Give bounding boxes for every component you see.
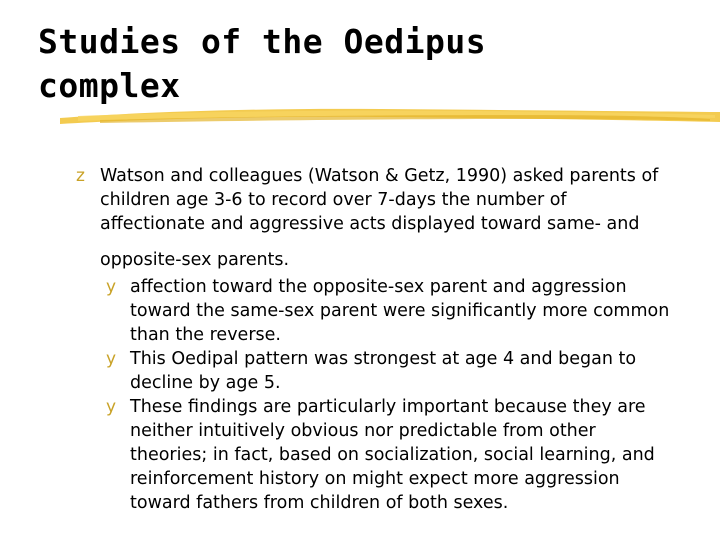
slide-body — [76, 164, 676, 515]
main-bullet — [76, 164, 676, 272]
sub-bullet-text: affection toward the opposite-sex parent and aggression toward the same-sex parent were significantly more common than the reverse. — [130, 277, 670, 345]
slide-title — [38, 20, 486, 108]
main-bullet-continuation: opposite-sex parents. — [100, 250, 290, 270]
title-line-2: complex — [38, 66, 181, 105]
sub-bullet-marker-icon: y — [106, 277, 117, 297]
sub-bullet-marker-icon: y — [106, 397, 117, 417]
sub-bullet-item — [106, 347, 676, 395]
title-line-1: Studies of the Oedipus — [38, 22, 487, 61]
sub-bullet-item — [106, 395, 676, 515]
sub-bullet-marker-icon: y — [106, 349, 117, 369]
sub-bullet-text: This Oedipal pattern was strongest at age 4 and began to decline by age 5. — [130, 349, 637, 393]
bullet-marker-icon: z — [76, 166, 85, 186]
sub-bullet-list — [106, 275, 676, 515]
main-bullet-text: Watson and colleagues (Watson & Getz, 1990) asked parents of children age 3-6 to record over 7-days the number of affectionate and aggressive acts displayed toward same- and — [100, 166, 659, 234]
sub-bullet-item — [106, 275, 676, 347]
sub-bullet-text: These findings are particularly important because they are neither intuitively obvious nor predictable from other theories; in fact, based on socialization, social learning, and reinforcement history on might expect more aggression toward fathers from children of both sexes. — [130, 397, 655, 513]
title-underline-brushstroke — [60, 102, 720, 132]
